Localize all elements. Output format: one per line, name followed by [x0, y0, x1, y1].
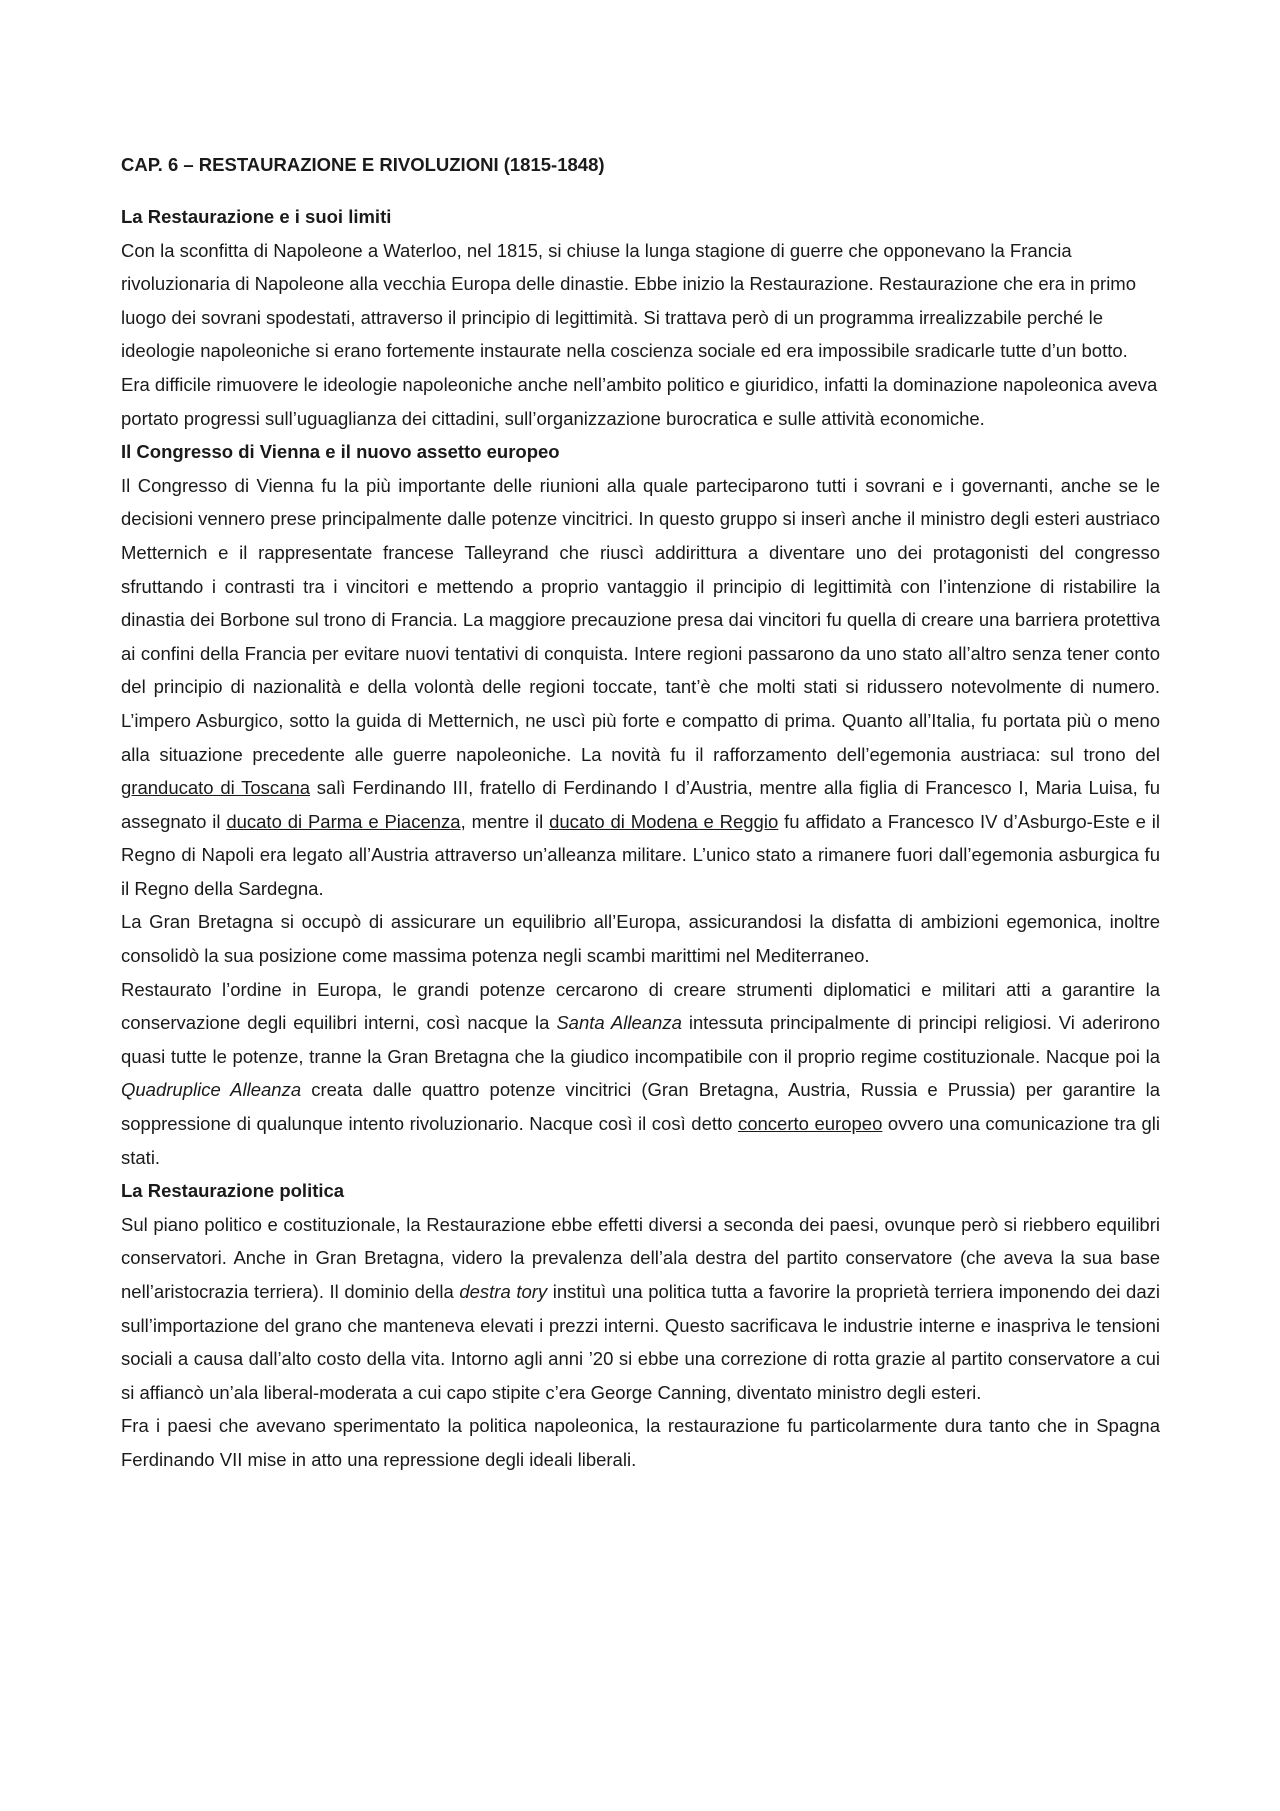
underlined-ducato-parma: ducato di Parma e Piacenza	[226, 810, 461, 832]
italic-quadruplice-alleanza: Quadruplice Alleanza	[121, 1079, 302, 1101]
underlined-concerto-europeo: concerto europeo	[737, 1113, 883, 1135]
italic-santa-alleanza: Santa Alleanza	[556, 1012, 682, 1034]
text-run: Il Congresso di Vienna fu la più importante delle riunioni alla quale parteciparono tutti i sovrani e i governanti, anche se le decisioni vennero prese principalmente dalle potenze vincitrici. In questo gruppo si inserì anche il ministro degli esteri austriaco Metternich e il rappresentate francese Talleyrand che riuscì addirittura a diventare uno dei protagonisti del congresso sfruttando i contrasti tra i vincitori e mettendo a proprio vantaggio il principio di legittimità con l’intenzione di ristabilire la dinastia dei Borbone sul trono di Francia. La maggiore precauzione presa dai vincitori fu quella di creare una barriera protettiva ai confini della Francia per evitare nuovi tentativi di conquista. Intere regioni passarono da uno stato all’altro senza tener conto del principio di nazionalità e della volontà delle regioni toccate, tant’è che molti stati si ridussero notevolmente di numero. L’impero Asburgico, sotto la guida di Metternich, ne uscì più forte e compatto di prima. Quanto all’Italia, fu portata più o meno alla situazione precedente alle guerre napoleoniche. La novità fu il rafforzamento dell’egemonia austriaca: sul trono del	[121, 474, 1160, 765]
chapter-title: CAP. 6 – RESTAURAZIONE E RIVOLUZIONI (1815-1848)	[121, 154, 605, 175]
section-restaurazione-limiti	[121, 200, 1160, 435]
section-congresso-vienna	[121, 435, 1160, 1174]
underlined-ducato-modena: ducato di Modena e Reggio	[549, 810, 779, 832]
paragraph-congresso-vienna-1	[121, 469, 1160, 906]
text-run: salì Ferdinando III, fratello di Ferdinando I d’Austria, mentre alla figlia di Francesco I, Maria Luisa, fu assegnato il	[121, 777, 1160, 832]
text-run: ovvero una comunicazione tra gli stati.	[121, 1113, 1160, 1168]
text-run: instituì una politica tutta a favorire la proprietà terriera imponendo dei dazi sull’importazione del grano che manteneva elevati i prezzi interni. Questo sacrificava le industrie interne e inaspriva le tensioni sociali a causa dall’alto costo della vita. Intorno agli anni ’20 si ebbe una correzione di rotta grazie al partito conservatore a cui si affiancò un’ala liberal-moderata a cui capo stipite c’era George Canning, diventato ministro degli esteri.	[121, 1281, 1160, 1403]
text-run: Sul piano politico e costituzionale, la Restaurazione ebbe effetti diversi a seconda dei paesi, ovunque però si riebbero equilibri conservatori. Anche in Gran Bretagna, videro la prevalenza dell’ala destra del partito conservatore (che aveva la sua base nell’aristocrazia terriera). Il dominio della	[121, 1213, 1160, 1302]
text-run: Restaurato l’ordine in Europa, le grandi potenze cercarono di creare strumenti diplomatici e militari atti a garantire la conservazione degli equilibri interni, così nacque la	[121, 978, 1160, 1034]
paragraph-congresso-vienna-3	[121, 973, 1160, 1175]
paragraph-restaurazione-politica-2: Fra i paesi che avevano sperimentato la politica napoleonica, la restaurazione fu particolarmente dura tanto che in Spagna Ferdinando VII mise in atto una repressione degli ideali liberali.	[121, 1415, 1160, 1470]
text-run: creata dalle quattro potenze vincitrici (Gran Bretagna, Austria, Russia e Prussia) per garantire la soppressione di qualunque intento rivoluzionario. Nacque così il così detto	[121, 1079, 1161, 1135]
paragraph-restaurazione-politica-1	[121, 1208, 1160, 1410]
text-run: , mentre il	[460, 810, 550, 832]
text-run: intessuta principalmente di principi religiosi. Vi aderirono quasi tutte le potenze, tranne la Gran Bretagna che la giudico incompatibile con il proprio regime costituzionale. Nacque poi la	[121, 1012, 1161, 1067]
italic-destra-tory: destra tory	[459, 1281, 548, 1302]
section-title-restaurazione-limiti: La Restaurazione e i suoi limiti	[121, 206, 392, 227]
section-title-congresso-vienna: Il Congresso di Vienna e il nuovo assetto europeo	[121, 441, 560, 463]
section-restaurazione-politica	[121, 1174, 1160, 1476]
underlined-granducato-toscana: granducato di Toscana	[121, 777, 311, 799]
paragraph-congresso-vienna-2: La Gran Bretagna si occupò di assicurare un equilibrio all’Europa, assicurandosi la disfatta di ambizioni egemonica, inoltre consolidò la sua posizione come massima potenza negli scambi marittimi nel Mediterraneo.	[121, 911, 1160, 967]
section-title-restaurazione-politica: La Restaurazione politica	[121, 1180, 345, 1202]
paragraph-restaurazione-limiti: Con la sconfitta di Napoleone a Waterloo, nel 1815, si chiuse la lunga stagione di guerre che opponevano la Francia rivoluzionaria di Napoleone alla vecchia Europa delle dinastie. Ebbe inizio la Restaurazione. Restaurazione che era in primo luogo dei sovrani spodestati, attraverso il principio di legittimità. Si trattava però di un programma irrealizzabile perché le ideologie napoleoniche si erano fortemente instaurate nella coscienza sociale ed era impossibile sradicarle tutte d’un botto. Era difficile rimuovere le ideologie napoleoniche anche nell’ambito politico e giuridico, infatti la dominazione napoleonica aveva portato progressi sull’uguaglianza dei cittadini, sull’organizzazione burocratica e sulle attività economiche.	[121, 239, 1158, 429]
text-run: fu affidato a Francesco IV d’Asburgo-Este e il Regno di Napoli era legato all’Austria attraverso un’alleanza militare. L’unico stato a rimanere fuori dall’egemonia asburgica fu il Regno della Sardegna.	[121, 810, 1161, 899]
